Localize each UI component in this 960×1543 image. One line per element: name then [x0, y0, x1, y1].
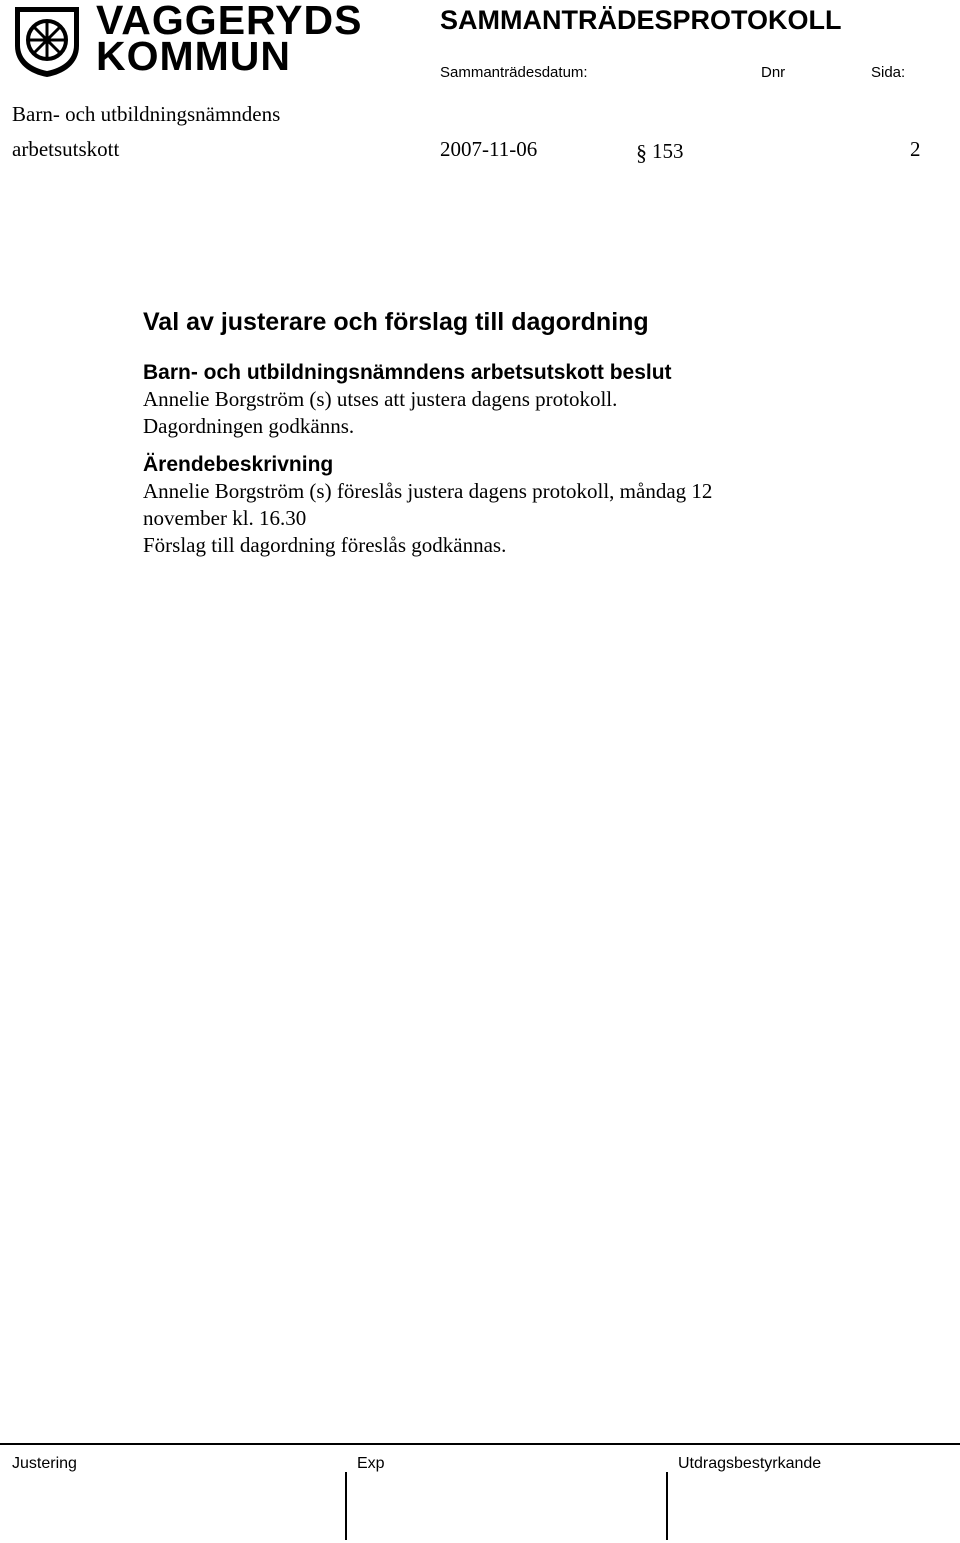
- description-line: Annelie Borgström (s) föreslås justera dagens protokoll, måndag 12: [143, 479, 713, 503]
- footer-divider: [0, 1443, 960, 1445]
- page-label: Sida:: [871, 64, 906, 81]
- justering-label: Justering: [12, 1455, 77, 1472]
- utdragsbestyrkande-label: Utdragsbestyrkande: [678, 1455, 822, 1472]
- paragraph-number: 153: [652, 139, 684, 163]
- item-title: Val av justerare och förslag till dagordning: [143, 308, 649, 336]
- description-heading: Ärendebeskrivning: [143, 453, 334, 476]
- document-type-title: SAMMANTRÄDESPROTOKOLL: [440, 5, 842, 35]
- description-line: Förslag till dagordning föreslås godkännas.: [143, 533, 507, 557]
- dnr-label: Dnr: [761, 64, 786, 81]
- page-number: 2: [910, 137, 921, 161]
- logo-text-line-1: VAGGERYDS: [96, 0, 363, 43]
- meeting-date-value: 2007-11-06: [440, 137, 538, 161]
- description-line: november kl. 16.30: [143, 506, 307, 530]
- exp-label: Exp: [357, 1455, 385, 1472]
- signature-box-divider: [345, 1472, 347, 1540]
- decision-heading: Barn- och utbildningsnämndens arbetsutskott beslut: [143, 361, 672, 384]
- protocol-body: [143, 306, 923, 559]
- signature-box-divider: [666, 1472, 668, 1540]
- committee-name-line-1: Barn- och utbildningsnämndens: [12, 102, 281, 126]
- logo-text-line-2: KOMMUN: [96, 33, 292, 79]
- committee-name-line-2: arbetsutskott: [12, 137, 120, 161]
- decision-line: Dagordningen godkänns.: [143, 414, 355, 438]
- municipality-coat-of-arms-icon: [12, 4, 82, 78]
- paragraph-sign: §: [636, 140, 647, 165]
- decision-line: Annelie Borgström (s) utses att justera dagens protokoll.: [143, 387, 618, 411]
- meeting-date-label: Sammanträdesdatum:: [440, 64, 588, 81]
